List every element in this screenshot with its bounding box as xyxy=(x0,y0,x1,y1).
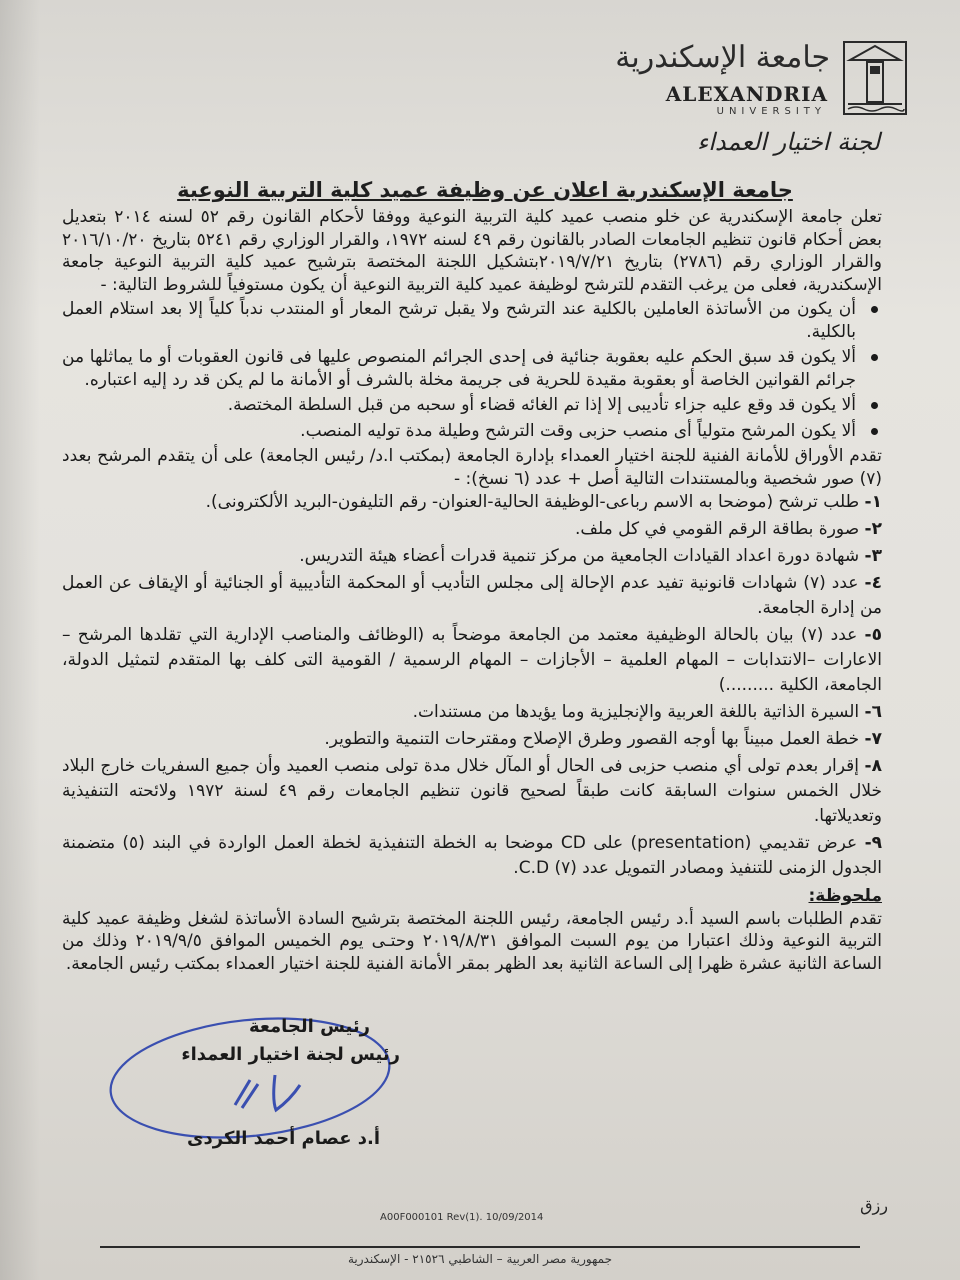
document-number: ٧- xyxy=(864,729,882,749)
document-number: ٥- xyxy=(864,625,882,645)
conditions-list xyxy=(62,298,882,442)
signature-title-committee: رئيس لجنة اختيار العمداء xyxy=(181,1044,400,1065)
document-item xyxy=(62,623,882,698)
condition-item: ألا يكون قد سبق الحكم عليه بعقوبة جنائية فى إحدى الجرائم المنصوص عليها فى قانون العقوبات أو ما يماثلها من جرائم القوانين الخاصة أو بعقوبة مقيدة للحرية فى جريمة مخلة بالشرف أو الأمانة ما لم يكن قد رد إليه اعتباره. xyxy=(62,347,856,390)
document-number: ٦- xyxy=(864,702,882,722)
document-number: ٤- xyxy=(864,573,882,593)
signature-title-president: رئيس الجامعة xyxy=(248,1016,370,1037)
document-text: عدد (٧) شهادات قانونية تفيد عدم الإحالة إلى مجلس التأديب أو المحكمة التأديبية أو الجنائية أو الإيقاف عن العمل من إدارة الجامعة. xyxy=(62,573,882,618)
handwritten-initials: رزق xyxy=(860,1196,888,1215)
lighthouse-emblem-icon xyxy=(840,38,910,118)
committee-name: لجنة اختيار العمداء xyxy=(696,128,880,156)
document-item xyxy=(62,490,882,515)
document-number: ٩- xyxy=(864,833,883,853)
document-number: ٣- xyxy=(864,546,882,566)
document-item xyxy=(62,544,882,569)
page-shadow xyxy=(0,0,40,1280)
signature-block xyxy=(100,1000,400,1170)
announcement-body xyxy=(62,206,882,975)
document-text: صورة بطاقة الرقم القومي في كل ملف. xyxy=(575,519,860,539)
condition-item: ألا يكون قد وقع عليه جزاء تأديبى إلا إذا تم الغائه قضاء أو سحبه من قبل السلطة المختصة. xyxy=(62,394,856,417)
footer-divider xyxy=(100,1246,860,1248)
announcement-title: جامعة الإسكندرية اعلان عن وظيفة عميد كلية التربية النوعية xyxy=(177,178,793,202)
university-subtitle: UNIVERSITY xyxy=(716,106,826,117)
intro-paragraph: تعلن جامعة الإسكندرية عن خلو منصب عميد كلية التربية النوعية ووفقا لأحكام القانون رقم ٥٢ لسنه ٢٠١٤ بتعديل بعض أحكام قانون تنظيم الجامعات الصادر بالقانون رقم ٤٩ لسنه ١٩٧٢، والقرار الوزاري رقم ٥٢٤١ بتاريخ ٢٠١٦/١٠/٢٠ والقرار الوزاري رقم (٢٧٨٦) بتاريخ ٢٠١٩/٧/٢١بتشكيل اللجنة المختصة بترشيح عميد كلية التربية النوعية جامعة الإسكندرية، فعلى من يرغب التقدم للترشح لوظيفة عميد كلية التربية النوعية أن يكون مستوفياً للشروط التالية: - xyxy=(62,207,883,295)
document-text: إقرار بعدم تولى أي منصب حزبى فى الحال أو المآل خلال مدة تولى منصب العميد وأن جميع السفريات خارج البلاد خلال الخمس سنوات السابقة كانت طبقاً لصحيح قانون تنظيم الجامعات رقم ٤٩ لسنة ١٩٧٢ ولائحته التنفيذية وتعديلاتها. xyxy=(62,756,882,826)
document-text: السيرة الذاتية باللغة العربية والإنجليزية وما يؤيدها من مستندات. xyxy=(412,702,860,722)
document-text: خطة العمل مبيناً بها أوجه القصور وطرق الإصلاح ومقترحات التنمية والتطوير. xyxy=(324,729,860,749)
condition-item: ألا يكون المرشح متولياً أى منصب حزبى وقت الترشح وطيلة مدة توليه المنصب. xyxy=(62,420,856,443)
university-name-english: ALEXANDRIA xyxy=(665,82,828,106)
document-number: ١- xyxy=(864,492,882,512)
document-number: ٢- xyxy=(864,519,882,539)
document-item xyxy=(62,754,882,829)
document-item xyxy=(62,517,882,542)
university-logo xyxy=(550,38,910,118)
document-item xyxy=(62,831,882,881)
note-heading: ملحوظة: xyxy=(808,886,882,906)
note-paragraph: تقدم الطلبات باسم السيد أ.د رئيس الجامعة، رئيس اللجنة المختصة بترشيح السادة الأساتذة لشغل وظيفة عميد كلية التربية النوعية وذلك اعتبارا من يوم السبت الموافق ٢٠١٩/٨/٣١ وحتـى يوم الخميس الموافق ٢٠١٩/٩/٥ وذلك من الساعة الثانية عشرة ظهرا إلى الساعة الثانية بعد الظهر بمقر الأمانة الفنية للجنة اختيار العمداء بمكتب رئيس الجامعة. xyxy=(62,908,882,974)
submission-paragraph: تقدم الأوراق للأمانة الفنية للجنة اختيار العمداء بإدارة الجامعة (بمكتب ا.د/ رئيس الجامعة) على أن يتقدم المرشح بعدد (٧) صور شخصية وبالمستندات التالية أصل + عدد (٦ نسخ): - xyxy=(62,446,882,489)
document-item xyxy=(62,727,882,752)
signature-name: أ.د عصام أحمد الكردى xyxy=(187,1128,380,1149)
document-item xyxy=(62,571,882,621)
documents-list xyxy=(62,490,882,881)
document-text: طلب ترشح (موضحا به الاسم رباعى-الوظيفة الحالية-العنوان- رقم التليفون-البريد الألكترونى). xyxy=(205,492,860,512)
document-text: شهادة دورة اعداد القيادات الجامعية من مركز تنمية قدرات أعضاء هيئة التدريس. xyxy=(299,546,860,566)
document-number: ٨- xyxy=(864,756,882,776)
document-item xyxy=(62,700,882,725)
footer-address: جمهورية مصر العربية – الشاطبي ٢١٥٢٦ - الإسكندرية xyxy=(347,1252,613,1266)
university-name-arabic: جامعة الإسكندرية xyxy=(615,40,830,75)
form-code: A00F000101 Rev(1). 10/09/2014 xyxy=(380,1212,544,1223)
document-text: عدد (٧) بيان بالحالة الوظيفية معتمد من الجامعة موضحاً به (الوظائف والمناصب الإدارية التي تقلدها المرشح – الاعارات –الانتدابات – المهام العلمية – الأجازات – المهام الرسمية / القومية التى كلف بها المتقدم لتمثيل الدولة، الجامعة، الكلية .........) xyxy=(62,625,882,695)
condition-item: أن يكون من الأساتذة العاملين بالكلية عند الترشح ولا يقبل ترشح المعار أو المنتدب ندباً كلياً إلا بعد استلام العمل بالكلية. xyxy=(62,299,856,342)
document-text: عرض تقديمي (presentation) على CD موضحا به الخطة التنفيذية لخطة العمل الواردة في البند (٥) متضمنة الجدول الزمنى للتنفيذ ومصادر التمويل عدد (٧) C.D. xyxy=(62,833,882,878)
